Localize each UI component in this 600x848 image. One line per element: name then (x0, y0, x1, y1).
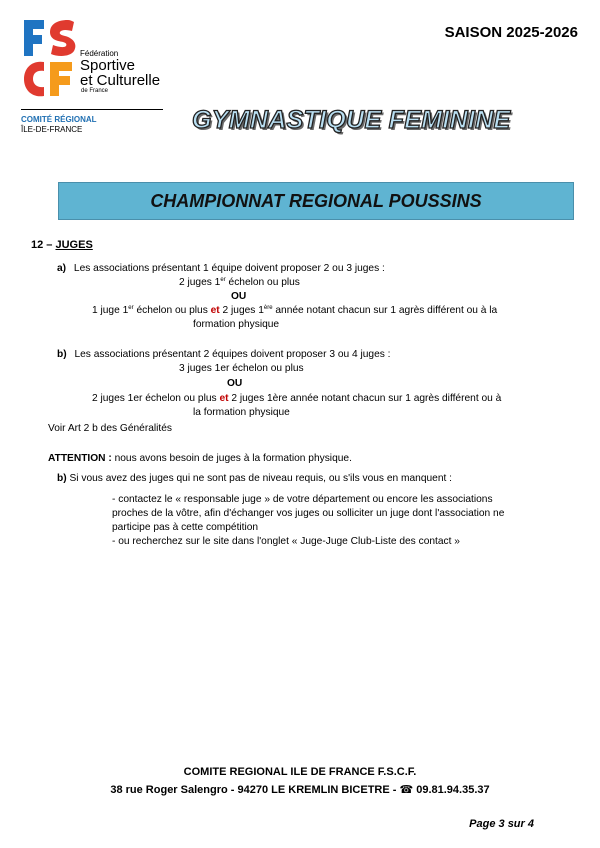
para-a-opt2 (92, 304, 497, 318)
discipline-title: GYMNASTIQUE FEMININE (192, 106, 511, 134)
attention-note (48, 452, 352, 466)
footer-organisation: COMITE REGIONAL ILE DE FRANCE F.S.C.F. (183, 766, 417, 778)
a-opt1-pre: 2 juges 1 (179, 277, 221, 288)
a-opt1-post: échelon ou plus (225, 277, 300, 288)
a-opt2-p2: échelon ou plus (133, 305, 211, 316)
footer-address (0, 783, 600, 796)
a-opt2-sup2: ère (263, 305, 273, 311)
footer-phone: 09.81.94.35.37 (413, 784, 490, 796)
fscf-logo (20, 16, 82, 102)
season-label: SAISON 2025-2026 (444, 24, 578, 41)
a-opt2-sup1: er (128, 305, 134, 311)
b-opt2-p1: 2 juges 1er échelon ou plus (92, 393, 220, 404)
phone-icon: ☎ (399, 784, 414, 796)
a-opt2-p1: 1 juge 1 (92, 305, 129, 316)
bullet1-line3: participe pas à cette compétition (112, 522, 259, 533)
page-number: Page 3 sur 4 (469, 818, 534, 830)
para-b-or: OU (227, 378, 243, 389)
a-opt1-sup: er (220, 277, 226, 283)
logo-line1: Fédération (80, 49, 119, 58)
logo-line4: de France (81, 88, 109, 94)
a-opt2-p3: 2 juges 1 (219, 305, 264, 316)
logo-wordmark (80, 50, 160, 94)
para-b-opt2-line2: la formation physique (193, 407, 290, 418)
para-b-intro (57, 348, 391, 362)
para-a-opt1 (179, 276, 300, 290)
logo-divider (21, 109, 163, 110)
section-heading (31, 238, 93, 252)
a-opt2-and: et (210, 305, 220, 316)
competition-banner (58, 182, 574, 220)
banner-title: CHAMPIONNAT REGIONAL POUSSINS (150, 190, 482, 211)
para-b-opt2 (92, 392, 501, 406)
logo-c-shape (24, 62, 44, 97)
footer-address-text: 38 rue Roger Salengro - 94270 LE KREMLIN BICETRE - (110, 784, 400, 796)
para-b2-text: Si vous avez des juges qui ne sont pas de niveau requis, ou s'ils vous en manquent : (69, 473, 452, 484)
para-b2 (57, 472, 452, 486)
logo-line2: Sportive (80, 57, 136, 74)
a-opt2-p4: année notant chacun sur 1 agrès différent ou à la (272, 305, 498, 316)
para-b-opt1: 3 juges 1er échelon ou plus (179, 363, 304, 374)
para-b-label: b) (57, 349, 67, 360)
para-a-intro (57, 262, 385, 276)
b-opt2-p2: 2 juges 1ère année notant chacun sur 1 agrès différent ou à (228, 393, 502, 404)
logo-f-shape (24, 20, 44, 56)
logo-s-shape (50, 20, 75, 56)
para-b2-label: b) (57, 473, 67, 484)
comite-line2: ÎLE-DE-FRANCE (21, 125, 83, 134)
logo-line3: et Culturelle (80, 72, 161, 89)
para-a-opt2-line2: formation physique (193, 319, 280, 330)
section-title: JUGES (55, 239, 93, 251)
para-a-text: Les associations présentant 1 équipe doivent proposer 2 ou 3 juges : (73, 263, 385, 274)
para-a-label: a) (57, 263, 67, 274)
para-b-text: Les associations présentant 2 équipes doivent proposer 3 ou 4 juges : (74, 349, 391, 360)
bullet2: - ou recherchez sur le site dans l'onglet « Juge-Juge Club-Liste des contact » (112, 536, 460, 547)
comite-line1: COMITÉ RÉGIONAL (21, 115, 97, 124)
voir-reference: Voir Art 2 b des Généralités (48, 423, 173, 434)
bullet1-line2: proches de la vôtre, afin d'échanger vos juges ou solliciter un juge dont l'association ne (112, 508, 505, 519)
b-opt2-and: et (219, 393, 229, 404)
section-number: 12 – (31, 239, 53, 251)
comite-label (21, 115, 97, 135)
bullet1-line1: - contactez le « responsable juge » de votre département ou encore les associations (112, 494, 493, 505)
bullet-contact (112, 493, 504, 549)
attention-label: ATTENTION : (48, 453, 112, 464)
logo-f2-shape (50, 62, 72, 96)
attention-text: nous avons besoin de juges à la formation physique. (111, 453, 352, 464)
para-a-or: OU (231, 291, 247, 302)
